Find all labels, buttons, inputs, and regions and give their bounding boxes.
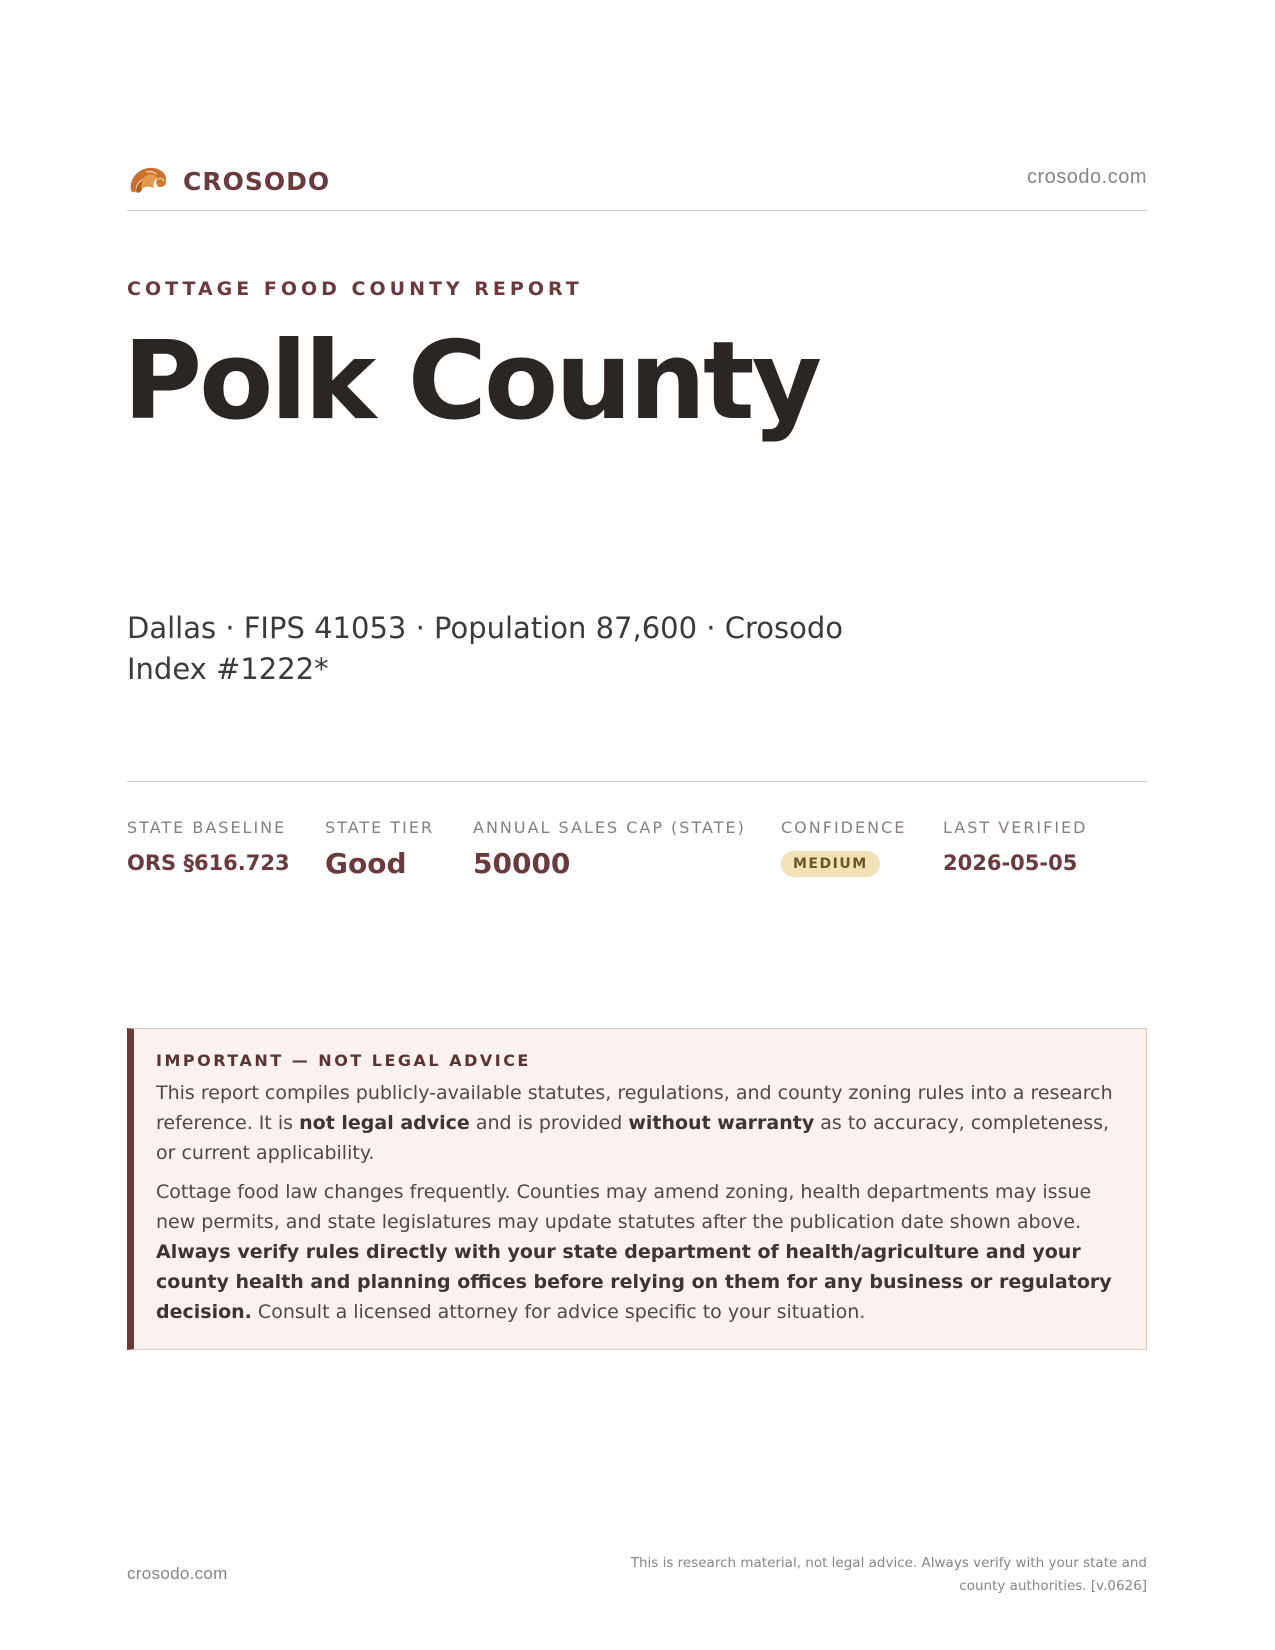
- page-header: [127, 150, 1147, 211]
- stat-state-tier: [325, 818, 434, 880]
- notice-title: IMPORTANT — NOT LEGAL ADVICE: [156, 1051, 531, 1070]
- header-url-link[interactable]: crosodo.com: [1027, 166, 1147, 188]
- stat-value: Good: [325, 847, 407, 880]
- notice-text: This report compiles publicly-available statutes, regulations, and county zoning rules into a research reference. It is: [156, 1082, 1113, 1134]
- stat-last-verified: [943, 818, 1087, 875]
- stat-label: STATE BASELINE: [127, 818, 287, 837]
- brand-name: CROSODO: [183, 166, 331, 196]
- stat-confidence: [781, 818, 906, 877]
- county-subtitle: Dallas · FIPS 41053 · Population 87,600 · Crosodo Index #1222*: [127, 611, 843, 686]
- stat-label: LAST VERIFIED: [943, 818, 1088, 837]
- legal-notice-box: [127, 1028, 1147, 1350]
- stat-value: 50000: [473, 847, 571, 880]
- confidence-badge: MEDIUM: [781, 851, 880, 877]
- notice-paragraph: [156, 1078, 1120, 1168]
- brand[interactable]: [127, 160, 330, 202]
- notice-paragraph: [156, 1177, 1120, 1327]
- notice-text: and is provided: [469, 1112, 629, 1134]
- stat-state-baseline: [127, 818, 290, 875]
- stat-value: 2026-05-05: [943, 851, 1078, 875]
- footer-disclaimer: This is research material, not legal advice. Always verify with your state and county authorities. [v.0626]: [630, 1555, 1147, 1594]
- section-divider: [127, 781, 1147, 782]
- footer-url-link[interactable]: crosodo.com: [127, 1564, 228, 1583]
- report-page: [123, 0, 1147, 1650]
- notice-emphasis: not legal advice: [299, 1112, 470, 1134]
- notice-emphasis: without warranty: [628, 1112, 815, 1134]
- notice-text: Cottage food law changes frequently. Counties may amend zoning, health departments may issue new permits, and state legislatures may update statutes after the publication date shown above.: [156, 1181, 1092, 1233]
- stat-label: STATE TIER: [325, 818, 435, 837]
- croissant-icon: [127, 160, 169, 202]
- notice-emphasis: Always verify rules directly with your state department of health/agriculture and your county health and planning offices before relying on them for any business or regulatory decision.: [156, 1241, 1112, 1323]
- stat-value: ORS §616.723: [127, 851, 290, 875]
- stat-annual-sales-cap: [473, 818, 746, 880]
- stat-label: CONFIDENCE: [781, 818, 907, 837]
- notice-text: as to accuracy, completeness, or current applicability.: [156, 1112, 1110, 1164]
- report-eyebrow: COTTAGE FOOD COUNTY REPORT: [127, 278, 583, 300]
- stat-label: ANNUAL SALES CAP (STATE): [473, 818, 746, 837]
- page-title: Polk County: [123, 319, 820, 444]
- notice-text: Consult a licensed attorney for advice specific to your situation.: [251, 1301, 866, 1323]
